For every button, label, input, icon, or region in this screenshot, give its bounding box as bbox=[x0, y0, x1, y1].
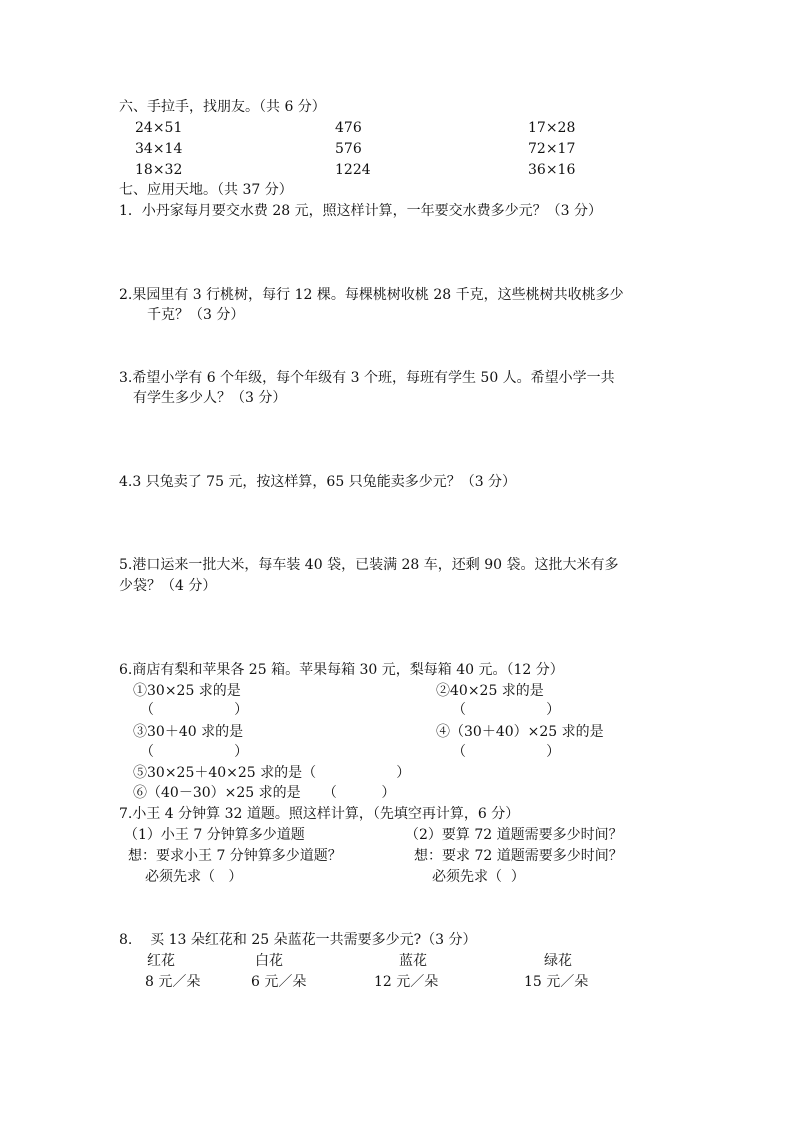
match-right-2: 72×17 bbox=[528, 141, 576, 157]
question-7-must1[interactable]: 必须先求（ ） bbox=[145, 869, 243, 885]
question-6-item-1: ①30×25 求的是 bbox=[133, 683, 241, 699]
question-5-line1: 5.港口运来一批大米，每车装 40 袋，已装满 28 车，还剩 90 袋。这批大米有多 bbox=[119, 557, 619, 573]
question-6-blank-4[interactable]: （ ） bbox=[452, 744, 561, 760]
question-7-sub2: （2）要算 72 道题需要多少时间？ bbox=[405, 827, 623, 843]
question-6-blank-1[interactable]: （ ） bbox=[140, 702, 249, 718]
question-2-line2: 千克？（3 分） bbox=[147, 307, 245, 323]
question-6-item-2: ②40×25 求的是 bbox=[436, 683, 544, 699]
flower-price-blue: 12 元／朵 bbox=[374, 974, 439, 990]
question-4: 4.3 只兔卖了 75 元，按这样算，65 只兔能卖多少元？（3 分） bbox=[119, 474, 517, 490]
question-1: 1．小丹家每月要交水费 28 元，照这样计算，一年要交水费多少元？（3 分） bbox=[119, 203, 602, 219]
flower-price-red: 8 元／朵 bbox=[145, 974, 201, 990]
flower-name-green: 绿花 bbox=[544, 953, 572, 969]
match-right-3: 36×16 bbox=[528, 162, 576, 178]
question-7-think1: 想：要求小王 7 分钟算多少道题？ bbox=[128, 848, 342, 864]
question-3-line1: 3.希望小学有 6 个年级，每个年级有 3 个班，每班有学生 50 人。希望小学一共 bbox=[119, 370, 615, 386]
match-left-1: 24×51 bbox=[135, 120, 183, 136]
question-6-blank-3[interactable]: （ ） bbox=[140, 744, 249, 760]
flower-price-green: 15 元／朵 bbox=[524, 974, 589, 990]
flower-name-white: 白花 bbox=[255, 953, 283, 969]
section6-title: 六、手拉手，找朋友。（共 6 分） bbox=[119, 99, 326, 115]
question-6-item-3: ③30＋40 求的是 bbox=[133, 724, 244, 740]
question-5-line2: 少袋？（4 分） bbox=[119, 578, 217, 594]
flower-name-blue: 蓝花 bbox=[399, 953, 427, 969]
question-7-must2[interactable]: 必须先求（ ） bbox=[432, 869, 525, 885]
match-middle-1: 476 bbox=[335, 120, 362, 136]
flower-price-white: 6 元／朵 bbox=[251, 974, 307, 990]
match-middle-2: 576 bbox=[335, 141, 362, 157]
match-left-3: 18×32 bbox=[135, 162, 183, 178]
question-7-think2: 想：要求 72 道题需要多少时间？ bbox=[414, 848, 623, 864]
flower-name-red: 红花 bbox=[147, 953, 175, 969]
question-7-sub1: （1）小王 7 分钟算多少道题 bbox=[124, 827, 305, 843]
match-left-2: 34×14 bbox=[135, 141, 183, 157]
question-3-line2: 有学生多少人？（3 分） bbox=[133, 390, 287, 406]
section7-title: 七、应用天地。（共 37 分） bbox=[119, 182, 293, 198]
question-6-blank-2[interactable]: （ ） bbox=[452, 702, 561, 718]
question-6-item-6: ⑥（40－30）×25 求的是 （ ） bbox=[133, 785, 396, 801]
match-right-1: 17×28 bbox=[528, 120, 576, 136]
match-middle-3: 1224 bbox=[335, 162, 371, 178]
question-6-item-5: ⑤30×25＋40×25 求的是（ ） bbox=[133, 765, 411, 781]
question-7-title: 7.小王 4 分钟算 32 道题。照这样计算，（先填空再计算，6 分） bbox=[119, 806, 520, 822]
question-6-title: 6.商店有梨和苹果各 25 箱。苹果每箱 30 元，梨每箱 40 元。（12 分） bbox=[119, 662, 564, 678]
question-6-item-4: ④（30＋40）×25 求的是 bbox=[436, 724, 604, 740]
question-2-line1: 2.果园里有 3 行桃树，每行 12 棵。每棵桃树收桃 28 千克，这些桃树共收桃多少 bbox=[119, 287, 624, 303]
question-8-title: 8. 买 13 朵红花和 25 朵蓝花一共需要多少元?（3 分） bbox=[119, 932, 477, 948]
